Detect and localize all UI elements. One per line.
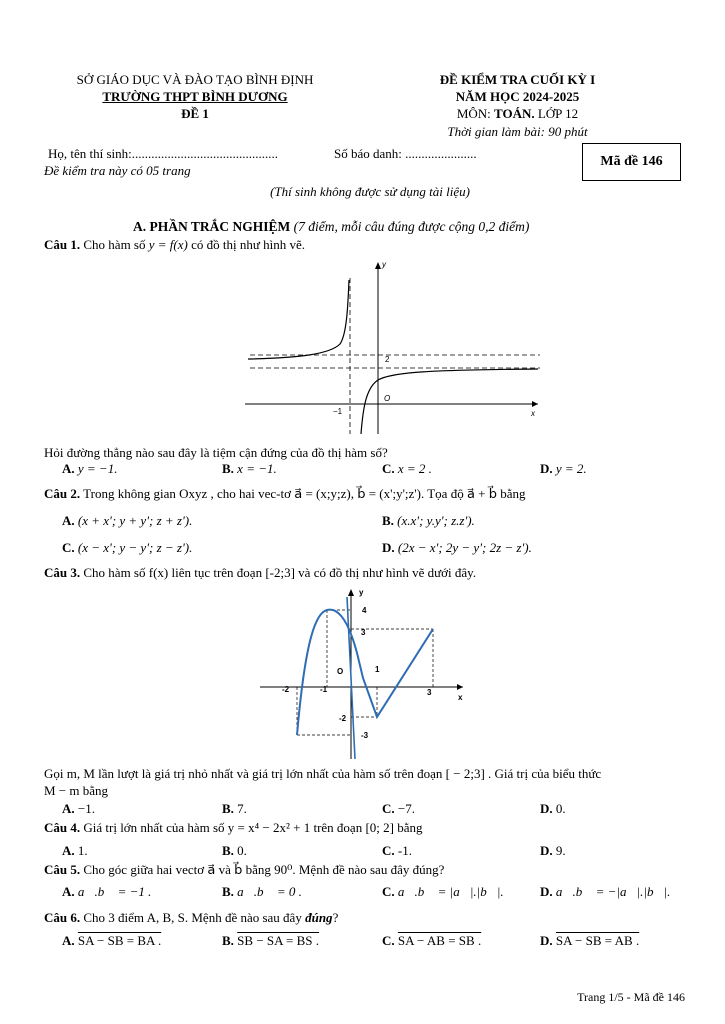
q3-option-a-letter: A. — [62, 801, 75, 816]
q4-option-d[interactable] — [540, 843, 566, 858]
q5-option-d-text: a⃗.b⃗ = −|a⃗|.|b⃗|. — [555, 884, 671, 899]
q3-option-a[interactable] — [62, 801, 95, 816]
q2-option-b[interactable] — [382, 513, 475, 528]
q4-option-a-letter: A. — [62, 843, 75, 858]
exam-title: ĐỀ KIỂM TRA CUỐI KỲ I — [439, 72, 596, 87]
left-branch-curve — [248, 280, 349, 359]
q6-option-b-text: SB − SA = BS . — [237, 933, 320, 948]
q3-tick-4: 4 — [362, 606, 367, 615]
q5-option-d[interactable] — [540, 884, 670, 899]
q1-x-label: x — [531, 409, 535, 418]
q4-option-a-text: 1. — [77, 843, 88, 858]
q3-option-d-text: 0. — [555, 801, 566, 816]
q1-option-a-letter: A. — [62, 461, 75, 476]
q3-x-axis-arrow — [457, 684, 463, 690]
question-6-text-b: ? — [332, 910, 339, 925]
q3-option-d-letter: D. — [540, 801, 553, 816]
q3-tick-minus-2x: -2 — [282, 685, 290, 694]
q3-option-c[interactable] — [382, 801, 415, 816]
exam-time: Thời gian làm bài: 90 phút — [447, 124, 588, 139]
q3-origin-label: O — [337, 667, 344, 676]
question-1-expr: y = f(x) — [148, 237, 188, 252]
exam-code-box — [582, 143, 681, 181]
q3-tick-1: 1 — [375, 665, 380, 674]
candidate-name-field: Họ, tên thí sinh:............................................. — [48, 146, 279, 161]
q3-y-label: y — [359, 588, 364, 597]
question-5-label: Câu 5. — [44, 862, 81, 877]
q2-option-c[interactable] — [62, 540, 192, 555]
q6-option-d-text: SA − SB = AB . — [555, 933, 640, 948]
q3-option-b-letter: B. — [222, 801, 234, 816]
q3-option-b-text: 7. — [237, 801, 247, 816]
q5-option-a[interactable] — [62, 884, 151, 899]
q1-option-b-text: x = −1. — [237, 461, 277, 476]
school-name — [40, 89, 350, 104]
q2-option-d-text: (2x − x'; 2y − y'; 2z − z'). — [397, 540, 532, 555]
q3-option-c-letter: C. — [382, 801, 395, 816]
question-3-prompt-line-1: Gọi m, M lần lượt là giá trị nhỏ nhất và giá trị lớn nhất của hàm số trên đoạn [ − 2;3] . Giá trị của biểu thức — [44, 766, 602, 781]
q6-option-d[interactable] — [540, 933, 639, 948]
question-6-label: Câu 6. — [44, 910, 81, 925]
q3-option-d[interactable] — [540, 801, 566, 816]
question-6-emphasis: đúng — [305, 910, 333, 925]
q1-option-a-text: y = −1. — [77, 461, 118, 476]
q2-option-d-letter: D. — [382, 540, 395, 555]
q4-option-b-letter: B. — [222, 843, 234, 858]
question-4-label: Câu 4. — [44, 820, 81, 835]
q3-option-c-text: −7. — [397, 801, 415, 816]
question-2-label: Câu 2. — [44, 486, 81, 501]
q1-option-c-text: x = 2 . — [397, 461, 432, 476]
question-4 — [44, 820, 423, 835]
q1-option-b-letter: B. — [222, 461, 234, 476]
question-3 — [44, 565, 476, 580]
exam-note: (Thí sinh không được sử dụng tài liệu) — [270, 184, 470, 199]
subject-line — [400, 106, 635, 121]
candidate-id-field: Số báo danh: ...................... — [334, 146, 477, 161]
q6-option-c[interactable] — [382, 933, 481, 948]
question-2-text: Trong không gian Oxyz , cho hai vec-tơ a⃗ = (x;y;z), b⃗ = (x';y';z'). Tọa độ a⃗ + b⃗ bằng — [80, 486, 526, 501]
question-3-prompt-line-2: M − m bằng — [44, 783, 109, 798]
q2-option-c-letter: C. — [62, 540, 75, 555]
q1-origin-label: O — [384, 394, 391, 403]
question-1-text-a: Cho hàm số — [80, 237, 149, 252]
subject-name: TOÁN. — [494, 106, 535, 121]
q4-option-d-text: 9. — [555, 843, 566, 858]
q3-tick-minus-1x: -1 — [320, 685, 328, 694]
q2-option-b-text: (x.x'; y.y'; z.z'). — [397, 513, 475, 528]
q6-option-c-letter: C. — [382, 933, 395, 948]
q4-option-c-text: -1. — [397, 843, 412, 858]
q1-tick-minus-1: −1 — [333, 407, 343, 416]
question-1-graph — [240, 258, 545, 436]
y-axis-arrow — [375, 262, 381, 269]
q2-option-d[interactable] — [382, 540, 532, 555]
question-6 — [44, 910, 338, 925]
q1-option-d-text: y = 2. — [555, 461, 587, 476]
q3-tick-3y: 3 — [361, 628, 366, 637]
q6-option-a-text: SA − SB = BA . — [77, 933, 162, 948]
q3-tick-minus-3y: -3 — [361, 731, 369, 740]
school-year: NĂM HỌC 2024-2025 — [455, 89, 580, 104]
section-a-heading — [133, 219, 529, 234]
q3-x-label: x — [458, 693, 463, 702]
q1-tick-2: 2 — [385, 355, 390, 364]
q4-option-b-text: 0. — [237, 843, 247, 858]
q6-option-c-text: SA − AB = SB . — [397, 933, 482, 948]
school-name-text: TRƯỜNG THPT BÌNH DƯƠNG — [102, 89, 288, 104]
question-1-label: Câu 1. — [44, 237, 81, 252]
question-1-prompt: Hỏi đường thẳng nào sau đây là tiệm cận đứng của đồ thị hàm số? — [44, 445, 388, 460]
question-1-text-b: có đồ thị như hình vẽ. — [187, 237, 306, 252]
exam-number: ĐỀ 1 — [181, 106, 209, 121]
q3-tick-minus-2y: -2 — [339, 714, 347, 723]
q3-option-a-text: −1. — [77, 801, 95, 816]
question-1 — [44, 237, 305, 252]
question-4-text: Giá trị lớn nhất của hàm số y = x⁴ − 2x² + 1 trên đoạn [0; 2] bằng — [80, 820, 423, 835]
q1-option-c-letter: C. — [382, 461, 395, 476]
page-count-note: Đề kiểm tra này có 05 trang — [44, 163, 191, 178]
q1-option-c[interactable] — [382, 461, 432, 476]
grade-label: LỚP 12 — [534, 106, 579, 121]
section-a-note: (7 điểm, mỗi câu đúng được cộng 0,2 điểm) — [290, 219, 530, 234]
q5-option-d-letter: D. — [540, 884, 553, 899]
q2-option-b-letter: B. — [382, 513, 394, 528]
q2-option-c-text: (x − x'; y − y'; z − z'). — [77, 540, 193, 555]
q4-option-b[interactable] — [222, 843, 247, 858]
q1-option-d[interactable] — [540, 461, 587, 476]
q3-y-axis-arrow — [348, 589, 354, 596]
q1-option-d-letter: D. — [540, 461, 553, 476]
q6-option-d-letter: D. — [540, 933, 553, 948]
q5-option-b[interactable] — [222, 884, 302, 899]
q4-option-c-letter: C. — [382, 843, 395, 858]
exam-code: Mã đề 146 — [600, 154, 663, 169]
q6-option-b-letter: B. — [222, 933, 234, 948]
question-3-text: Cho hàm số f(x) liên tục trên đoạn [-2;3] và có đồ thị như hình vẽ dưới đây. — [80, 565, 477, 580]
question-2 — [44, 486, 526, 501]
question-3-label: Câu 3. — [44, 565, 81, 580]
q3-tick-3x: 3 — [427, 688, 432, 697]
q3-option-b[interactable] — [222, 801, 247, 816]
question-5-text: Cho góc giữa hai vectơ a⃗ và b⃗ bằng 90⁰. Mệnh đề nào sau đây đúng? — [80, 862, 445, 877]
subject-prefix: MÔN: — [456, 106, 495, 121]
question-3-graph — [255, 583, 475, 761]
q2-option-a-letter: A. — [62, 513, 75, 528]
q1-option-b[interactable] — [222, 461, 277, 476]
q2-option-a-text: (x + x'; y + y'; z + z'). — [77, 513, 193, 528]
page-footer: Trang 1/5 - Mã đề 146 — [577, 990, 685, 1004]
question-5 — [44, 862, 444, 877]
q4-option-a[interactable] — [62, 843, 88, 858]
x-axis-arrow — [532, 401, 538, 407]
q5-option-b-text: a⃗.b⃗ = 0 . — [237, 884, 302, 899]
q5-option-c[interactable] — [382, 884, 504, 899]
q4-option-c[interactable] — [382, 843, 412, 858]
department-name: SỞ GIÁO DỤC VÀ ĐÀO TẠO BÌNH ĐỊNH — [76, 72, 314, 87]
q2-option-a[interactable] — [62, 513, 192, 528]
q5-option-a-text: a⃗.b⃗ = −1 . — [77, 884, 152, 899]
q5-option-b-letter: B. — [222, 884, 234, 899]
section-a-title: A. PHẦN TRẮC NGHIỆM — [133, 219, 291, 234]
q6-option-b[interactable] — [222, 933, 319, 948]
q1-option-a[interactable] — [62, 461, 117, 476]
q5-option-a-letter: A. — [62, 884, 75, 899]
q1-y-label: y — [382, 260, 386, 269]
q5-option-c-text: a⃗.b⃗ = |a⃗|.|b⃗|. — [397, 884, 504, 899]
q6-option-a[interactable] — [62, 933, 161, 948]
q5-option-c-letter: C. — [382, 884, 395, 899]
q6-option-a-letter: A. — [62, 933, 75, 948]
q4-option-d-letter: D. — [540, 843, 553, 858]
question-6-text-a: Cho 3 điểm A, B, S. Mệnh đề nào sau đây — [80, 910, 306, 925]
